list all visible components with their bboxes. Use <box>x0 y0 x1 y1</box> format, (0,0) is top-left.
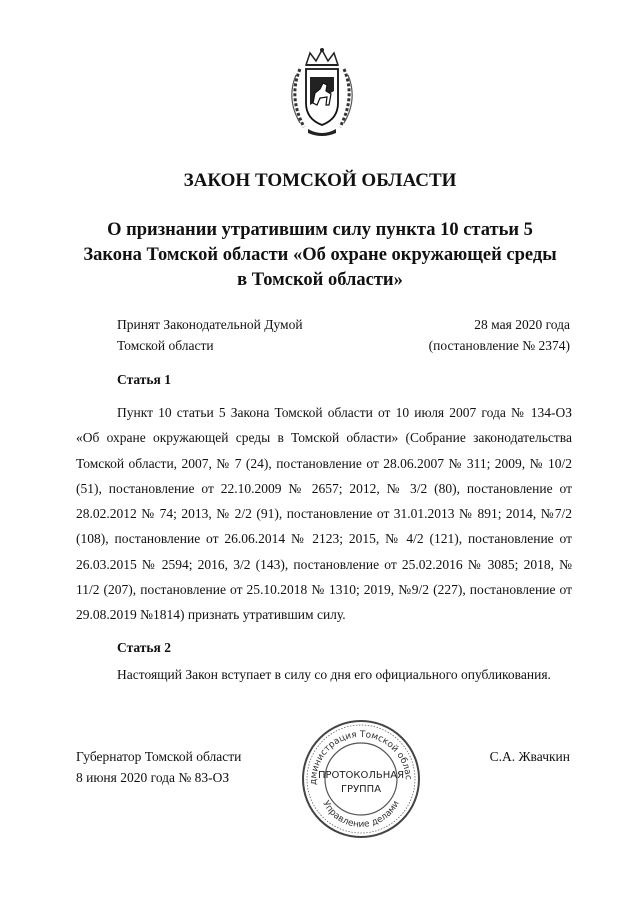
adoption-date-block <box>380 314 570 356</box>
law-date-number: 8 июня 2020 года № 83-ОЗ <box>76 770 230 785</box>
adoption-body <box>117 314 303 356</box>
adoption-body-line: Томской области <box>117 338 214 353</box>
article-2-heading: Статья 2 <box>117 640 171 655</box>
coat-of-arms-emblem <box>286 47 358 139</box>
subtitle-line: в Томской области» <box>237 270 403 290</box>
stamp-outer-top-text: дминистрация Томской облас <box>308 729 413 785</box>
article-1-heading: Статья 1 <box>117 372 171 387</box>
document-title: ЗАКОН ТОМСКОЙ ОБЛАСТИ <box>183 170 457 191</box>
article-1-text: Пункт 10 статьи 5 Закона Томской области от 10 июля 2007 года № 134-ОЗ «Об охране окружающей среды в Томской области» (Собрание законодательства Томской области, 2007, № 7 (24), постановление от 28.06.2007 № 311; 2009, № 10/2 (51), постановление от 22.10.2009 № 2657; 2012, № 3/2 (80), постановление от 28.02.2012 № 74; 2013, № 2/2 (91), постановление от 31.01.2013 № 891; 2014, №7/2 (108), постановление от 26.06.2014 № 2123; 2015, № 4/2 (121), постановление от 26.03.2015 № 2594; 2016, 3/2 (143), постановление от 25.02.2016 № 3085; 2018, № 11/2 (207), постановление от 25.10.2018 № 1310; 2019, №9/2 (227), постановление от 29.08.2019 №1814) признать утратившим силу. <box>76 405 572 623</box>
stamp-center-line-2: ГРУППА <box>340 784 382 795</box>
subtitle-line: О признании утратившим силу пункта 10 статьи 5 <box>107 220 533 240</box>
adoption-body-line: Принят Законодательной Думой <box>117 317 303 332</box>
signatory-position: Губернатор Томской области <box>76 749 242 764</box>
adoption-resolution: (постановление № 2374) <box>428 338 570 353</box>
signatory-block <box>76 746 241 788</box>
official-stamp <box>298 716 424 842</box>
article-2-text: Настоящий Закон вступает в силу со дня его официального опубликования. <box>117 667 551 682</box>
stamp-outer-bottom-text: Управление делами <box>320 799 402 830</box>
signatory-name: С.А. Жвачкин <box>489 749 570 764</box>
document-subtitle <box>60 218 580 293</box>
stamp-center-line-1: ПРОТОКОЛЬНАЯ <box>317 770 405 781</box>
subtitle-line: Закона Томской области «Об охране окружающей среды <box>83 245 557 265</box>
adoption-date: 28 мая 2020 года <box>474 317 570 332</box>
